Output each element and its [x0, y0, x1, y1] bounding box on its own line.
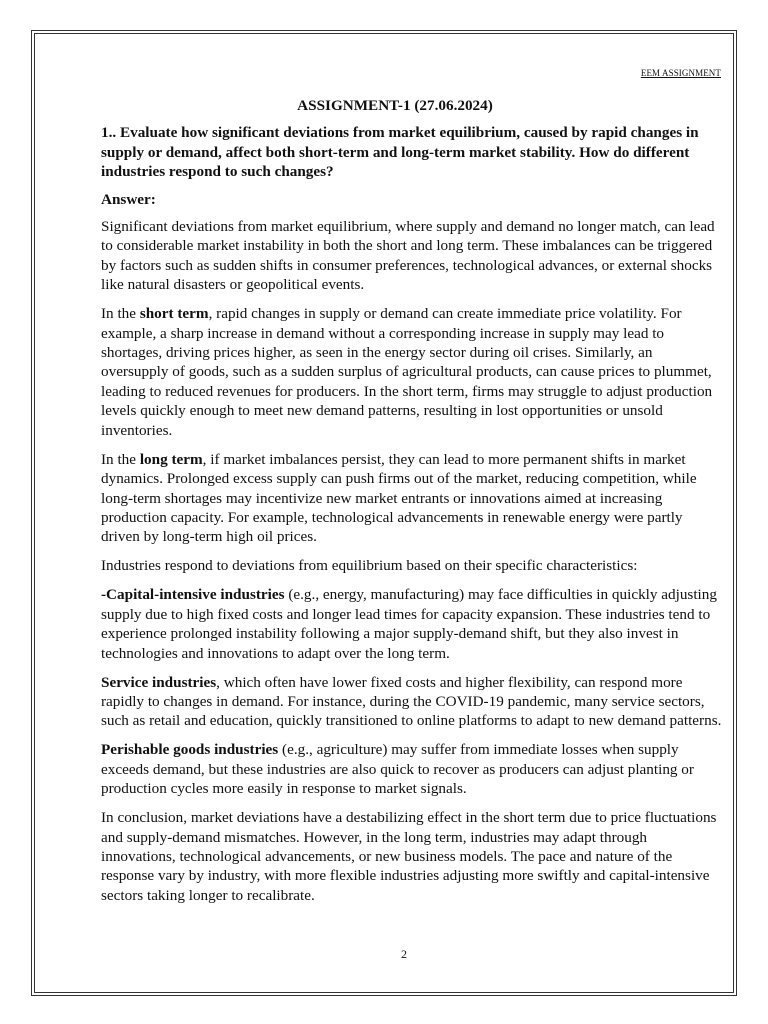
intro-paragraph: Significant deviations from market equilibrium, where supply and demand no longer match, can lead to considerable market instability in both the short and long term. These imbalances can be triggered by factors such as sudden shifts in consumer preferences, technological advances, or external shocks like natural disasters or geopolitical events.	[101, 218, 715, 294]
perishable-goods-paragraph	[101, 740, 723, 798]
long-term-heading: long term	[139, 450, 203, 468]
answer-label: Answer:	[101, 190, 156, 208]
header-label: EEM ASSIGNMENT	[640, 68, 721, 78]
short-term-paragraph	[101, 304, 723, 440]
perishable-goods-text: (e.g., agriculture) may suffer from immediate losses when supply exceeds demand, but these industries are also quick to recover as producers can adjust planting or production cycles more easily in response to market signals.	[101, 741, 694, 798]
long-term-paragraph	[101, 450, 723, 547]
service-industries-text: , which often have lower fixed costs and higher flexibility, can respond more rapidly to changes in demand. For instance, during the COVID-19 pandemic, many service sectors, such as retail and education, quickly transitioned to online platforms to adapt to new demand patterns.	[101, 673, 722, 730]
perishable-goods-heading: Perishable goods industries	[101, 741, 279, 759]
long-term-lead: In the	[101, 450, 140, 468]
capital-intensive-text: (e.g., energy, manufacturing) may face difficulties in quickly adjusting supply due to high fixed costs and longer lead times for capacity expansion. These industries tend to experience prolonged instability following a major supply-demand shift, but they also invest in technologies and innovations to adapt over the long term.	[101, 586, 717, 662]
short-term-text: , rapid changes in supply or demand can create immediate price volatility. For example, a sharp increase in demand without a corresponding increase in supply may lead to shortages, driving prices higher, as seen in the energy sector during oil crises. Similarly, an oversupply of goods, such as a sudden surplus of agricultural products, can cause prices to plummet, leading to reduced revenues for producers. In the short term, firms may struggle to adjust production levels quickly enough to meet new demand patterns, resulting in lost opportunities or unsold inventories.	[101, 305, 713, 439]
document-title: ASSIGNMENT-1 (27.06.2024)	[297, 97, 493, 114]
capital-intensive-heading: -Capital-intensive industries	[101, 586, 285, 604]
short-term-lead: In the	[101, 305, 140, 323]
short-term-heading: short term	[139, 305, 209, 323]
question-text: 1.. Evaluate how significant deviations from market equilibrium, caused by rapid changes in supply or demand, affect both short-term and long-term market stability. How do different industries respond to such changes?	[101, 124, 699, 181]
conclusion-paragraph: In conclusion, market deviations have a destabilizing effect in the short term due to price fluctuations and supply-demand mismatches. However, in the long term, industries may adapt through innovations, technological advancements, or new business models. The pace and nature of the response vary by industry, with more flexible industries adjusting more swiftly and capital-intensive sectors taking longer to recalibrate.	[101, 809, 717, 904]
long-term-text: , if market imbalances persist, they can lead to more permanent shifts in market dynamics. Prolonged excess supply can push firms out of the market, reducing competition, while long-term shortages may incentivize new market entrants or innovations aimed at increasing production capacity. For example, technological advancements in renewable energy were partly driven by long-term high oil prices.	[101, 450, 697, 546]
document-body	[101, 96, 723, 915]
industries-intro-paragraph: Industries respond to deviations from equilibrium based on their specific characteristics:	[101, 557, 638, 575]
service-industries-heading: Service industries	[101, 673, 217, 691]
capital-intensive-paragraph	[101, 585, 723, 663]
page-number: 2	[401, 947, 407, 961]
service-industries-paragraph	[101, 673, 723, 731]
